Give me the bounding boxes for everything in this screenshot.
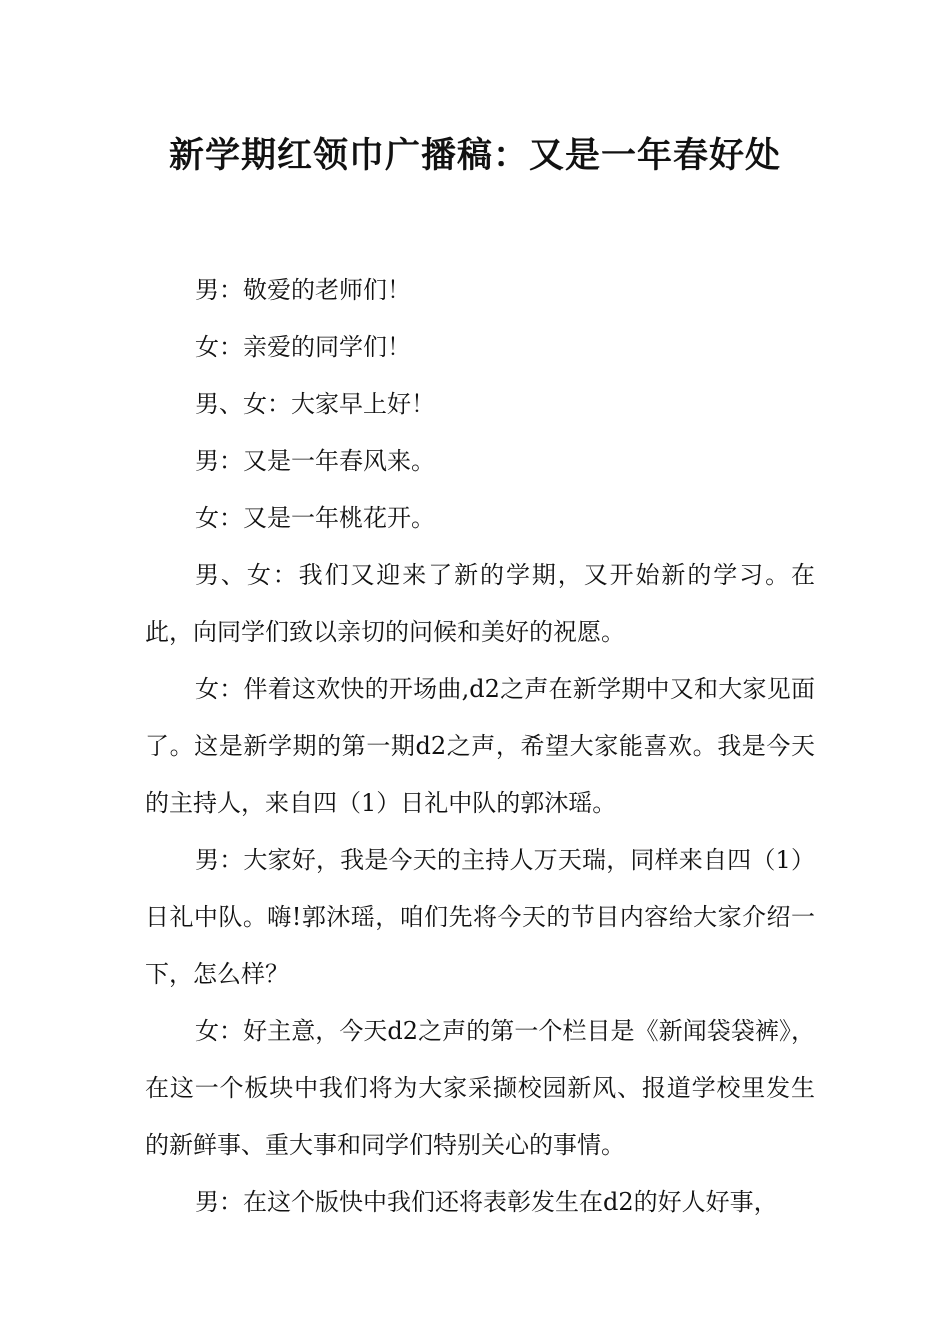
paragraph: 男：敬爱的老师们！ [195, 276, 411, 304]
paragraph: 男：大家好，我是今天的主持人万天瑞，同样来自四（1）日礼中队。嗨!郭沐瑶，咱们先将今天的节目内容给大家介绍一下，怎么样？ [145, 846, 815, 988]
paragraph: 女：又是一年桃花开。 [195, 504, 435, 532]
document-title: 新学期红领巾广播稿：又是一年春好处 [168, 135, 781, 176]
paragraph: 男、女：我们又迎来了新的学期，又开始新的学习。在此，向同学们致以亲切的问候和美好的祝愿。 [145, 561, 815, 646]
paragraph: 女：伴着这欢快的开场曲,d2之声在新学期中又和大家见面了。这是新学期的第一期d2之声，希望大家能喜欢。我是今天的主持人，来自四（1）日礼中队的郭沐瑶。 [145, 675, 815, 817]
paragraph: 男：又是一年春风来。 [195, 447, 435, 475]
paragraph: 女：亲爱的同学们！ [195, 333, 411, 361]
paragraph: 女：好主意，今天d2之声的第一个栏目是《新闻袋袋裤》，在这一个板块中我们将为大家采撷校园新风、报道学校里发生的新鲜事、重大事和同学们特别关心的事情。 [145, 1017, 815, 1159]
paragraph: 男、女：大家早上好！ [195, 390, 435, 418]
document-body [145, 262, 815, 1231]
paragraph: 男：在这个版快中我们还将表彰发生在d2的好人好事， [195, 1188, 778, 1216]
